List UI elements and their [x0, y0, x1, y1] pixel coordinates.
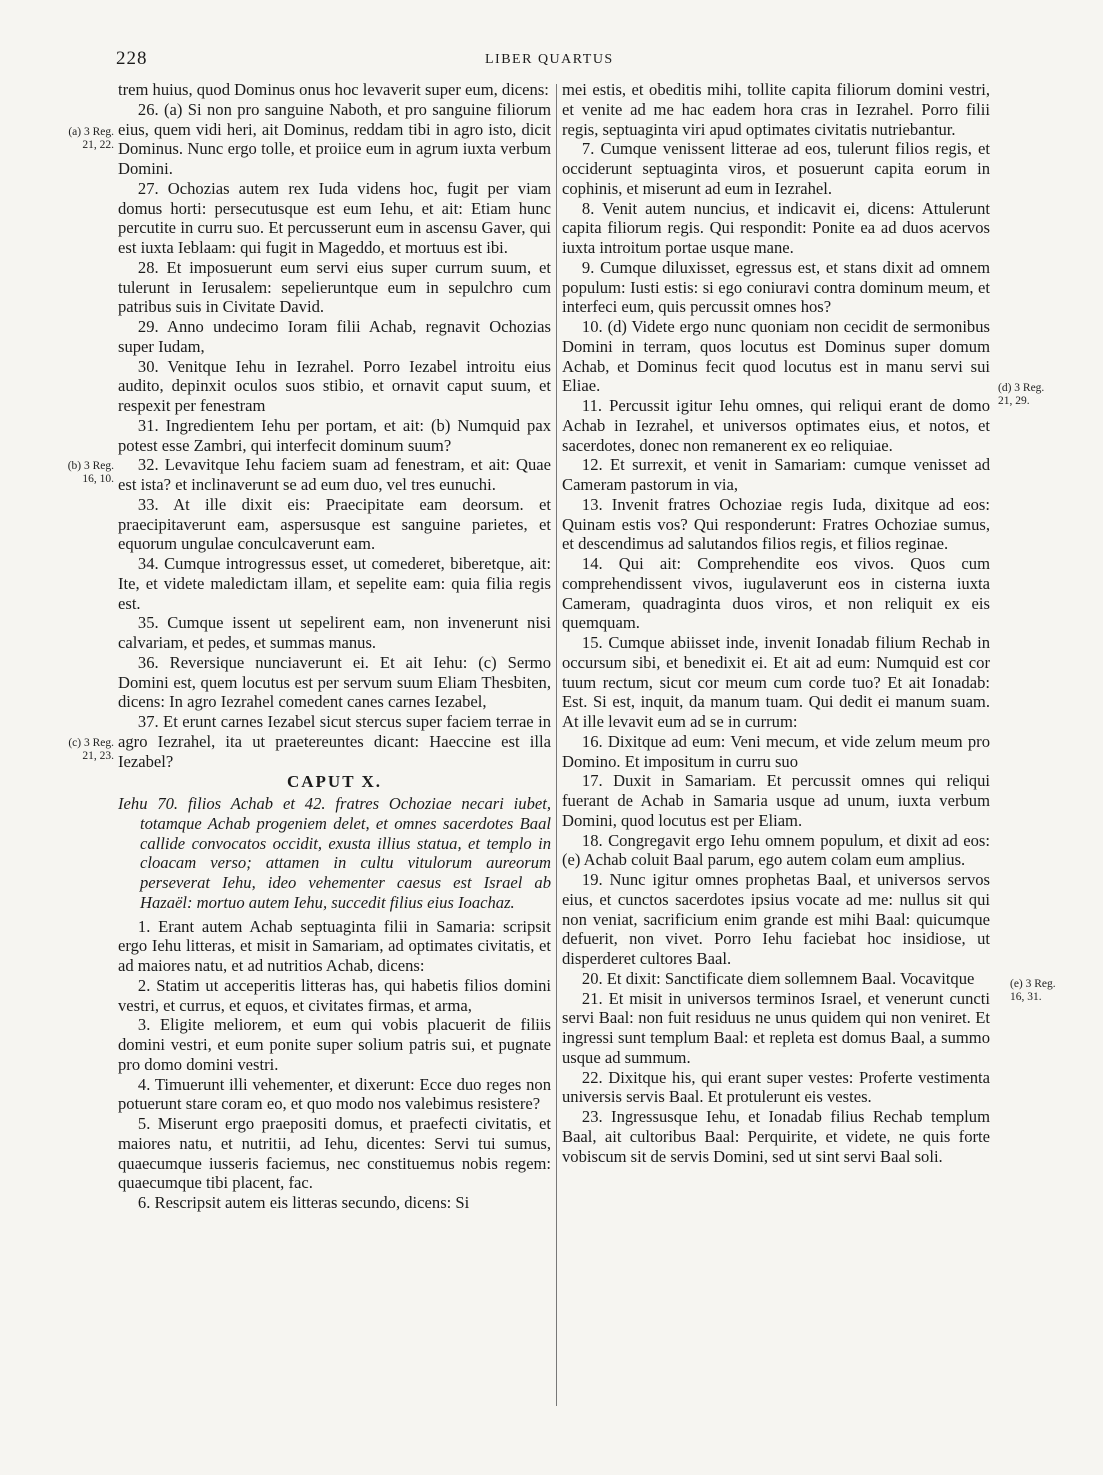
margin-note-verse: 21, 29. — [998, 395, 1030, 407]
paragraph: 1. Erant autem Achab septuaginta filii in Samaria: scripsit ergo Iehu litteras, et misit in Samariam, ad optimates civitatis, et ad maiores natu, et ad nutritios Achab, dicens: — [118, 916, 551, 975]
paragraph: 31. Ingredientem Iehu per portam, et ait: (b) Numquid pax potest esse Zambri, qui interfecit dominum suum? — [118, 415, 551, 455]
paragraph: mei estis, et obeditis mihi, tollite capita filiorum domini vestri, et venite ad me hac eadem hora cras in Iezrahel. Porro filii regis, septuaginta viri apud optimates civitatis nutriebantur. — [562, 80, 990, 139]
paragraph: 33. At ille dixit eis: Praecipitate eam deorsum. et praecipitaverunt eam, aspersusque est sanguine parietes, et equorum ungulae conculcaverunt eam. — [118, 494, 551, 554]
paragraph: 3. Eligite meliorem, et eum qui vobis placuerit de filiis domini vestri, et eum ponite super solium patris sui, et pugnate pro domo domini vestri. — [118, 1015, 551, 1074]
paragraph: 36. Reversique nunciaverunt ei. Et ait Iehu: (c) Sermo Domini est, quem locutus est per servum suum Eliam Thesbiten, dicens: In agro Iezrahel comedent canes carnes Iezabel, — [118, 652, 551, 712]
margin-note-verse: 21, 23. — [82, 750, 114, 762]
margin-note-d — [998, 382, 1088, 408]
right-column — [562, 80, 990, 1166]
paragraph: 14. Qui ait: Comprehendite eos vivos. Quos cum comprehendissent vivos, iugulaverunt eos in cisterna iuxta Cameram, quadraginta duos viros, et non reliquit ex eis quemquam. — [562, 554, 990, 633]
paragraph: 20. Et dixit: Sanctificate diem sollemnem Baal. Vocavitque — [581, 968, 975, 988]
paragraph: 29. Anno undecimo Ioram filii Achab, regnavit Ochozias super Iudam, — [118, 317, 551, 356]
paragraph: 11. Percussit igitur Iehu omnes, qui reliqui erant de domo Achab in Iezrahel, et universos optimates eius, et notos, et sacerdotes, donec non remanerent ex eo reliquiae. — [562, 396, 990, 455]
paragraph: 9. Cumque diluxisset, egressus est, et stans dixit ad omnem populum: Iusti estis: si ego coniuravi contra dominum meum, et interfeci eum, quis percussit omnes hos? — [562, 257, 990, 317]
paragraph: 13. Invenit fratres Ochoziae regis Iuda, dixitque ad eos: Quinam estis vos? Qui responderunt: Fratres Ochoziae sumus, et descendimus ad salutandos filios regis, et filios reginae. — [562, 494, 990, 554]
margin-note-ref: (d) 3 Reg. — [998, 382, 1045, 394]
paragraph: 28. Et imposuerunt eum servi eius super currum suum, et tulerunt in Ierusalem: sepelieruntque eum in sepulchro cum patribus suis in Civitate David. — [118, 257, 551, 317]
paragraph: 37. Et erunt carnes Iezabel sicut stercus super faciem terrae in agro Iezrahel, ita ut praetereuntes dicant: Haeccine est illa Iezabel? — [118, 712, 551, 771]
margin-note-c — [24, 737, 114, 763]
paragraph: 12. Et surrexit, et venit in Samariam: cumque venisset ad Cameram pastorum in via, — [562, 455, 990, 494]
paragraph: 16. Dixitque ad eum: Veni mecum, et vide zelum meum pro Domino. Et impositum in curru suo — [562, 731, 990, 771]
paragraph: 18. Congregavit ergo Iehu omnem populum, et dixit ad eos: (e) Achab coluit Baal parum, ego autem colam eum amplius. — [562, 830, 990, 870]
left-column — [118, 80, 551, 1213]
margin-note-a — [24, 126, 114, 152]
margin-note-b — [24, 460, 114, 486]
paragraph: 10. (d) Videte ergo nunc quoniam non cecidit de sermonibus Domini in terram, quos locutus est Dominus super domum Achab, et Dominus fecit quod locutus est in manu servi sui Eliae. — [562, 317, 990, 396]
paragraph: 4. Timuerunt illi vehementer, et dixerunt: Ecce duo reges non potuerunt stare coram eo, et quo modo nos valebimus resistere? — [118, 1074, 551, 1114]
margin-note-ref: (b) 3 Reg. — [67, 460, 114, 472]
margin-note-ref: (e) 3 Reg. — [1010, 978, 1056, 990]
paragraph: 19. Nunc igitur omnes prophetas Baal, et universos servos eius, et cunctos sacerdotes ipsius vocate ad me: nullus sit qui non veniat, sacrificium enim grande est mihi Baal: quicumque defuerit, non vivet. Porro Iehu faciebat hoc insidiose, ut disperderet cultores Baal. — [562, 870, 990, 968]
paragraph: 6. Rescripsit autem eis litteras secundo, dicens: Si — [137, 1193, 470, 1212]
paragraph: 35. Cumque issent ut sepelirent eam, non invenerunt nisi calvariam, et pedes, et summas manus. — [118, 613, 551, 652]
page-number: 228 — [116, 48, 148, 69]
paragraph: 26. (a) Si non pro sanguine Naboth, et pro sanguine filiorum eius, quem vidi heri, ait Dominus, reddam tibi in agro isto, dicit Dominus. Nunc ergo tolle, et proiice eum in agrum iuxta verbum Domini. — [118, 99, 551, 178]
running-title: LIBER QUARTUS — [485, 52, 614, 67]
paragraph: 7. Cumque venissent litterae ad eos, tulerunt filios regis, et occiderunt septuaginta viros, et posuerunt capita eorum in cophinis, et miserunt ad eum in Iezrahel. — [562, 139, 990, 198]
paragraph: 27. Ochozias autem rex Iuda videns hoc, fugit per viam domus horti: persecutusque est eum Iehu, et ait: Etiam hunc percutite in curru suo. Et percusserunt eum in ascensu Gaver, qui est iuxta Ieblaam: qui fugit in Mageddo, et mortuus est ibi. — [118, 178, 551, 257]
chapter-heading: CAPUT X. — [286, 772, 383, 792]
paragraph: 22. Dixitque his, qui erant super vestes: Proferte vestimenta universis servis Baal. Et protulerunt eis vestes. — [562, 1067, 990, 1107]
paragraph: 17. Duxit in Samariam. Et percussit omnes qui reliqui fuerant de Achab in Samaria usque ad unum, iuxta verbum Domini, quod locutus est per Eliam. — [562, 771, 990, 830]
margin-note-verse: 16, 10. — [82, 473, 114, 485]
paragraph: trem huius, quod Dominus onus hoc levaverit super eum, dicens: — [118, 80, 549, 99]
paragraph: 21. Et misit in universos terminos Israel, et venerunt cuncti servi Baal: non fuit residuus ne unus quidem qui non veniret. Et ingressi sunt templum Baal: et repleta est domus Baal, a summo usque ad summum. — [562, 988, 990, 1067]
paragraph: 34. Cumque introgressus esset, ut comederet, biberetque, ait: Ite, et videte maledictam illam, et sepelite eam: quia filia regis est. — [118, 554, 551, 613]
chapter-summary: Iehu 70. filios Achab et 42. fratres Ochoziae necari iubet, totamque Achab progeniem delet, et omnes sacerdotes Baal callide convocatos occidit, exusta illius statua, et templo in cloacam verso; attamen in cultu vitulorum aureorum perseverat Iehu, ideo vehementer caesus est Israel ab Hazaël: mortuo autem Iehu, succedit filius eius Ioachaz. — [118, 794, 551, 912]
paragraph: 2. Statim ut acceperitis litteras has, qui habetis filios domini vestri, et currus, et equos, et civitates firmas, et arma, — [118, 975, 551, 1015]
margin-note-verse: 16, 31. — [1010, 991, 1042, 1003]
column-divider — [556, 84, 557, 1406]
margin-note-e — [1010, 978, 1098, 1004]
paragraph: 30. Venitque Iehu in Iezrahel. Porro Iezabel introitu eius audito, depinxit oculos suos stibio, et ornavit caput suum, et respexit per fenestram — [118, 356, 551, 415]
paragraph: 5. Miserunt ergo praepositi domus, et praefecti civitatis, et maiores natu, et nutritii, ad Iehu, dicentes: Servi tui sumus, quaecumque iusseris faciemus, nec constituemus nobis regem: quaecumque tibi placent, fac. — [118, 1114, 551, 1193]
paragraph: 15. Cumque abiisset inde, invenit Ionadab filium Rechab in occursum sibi, et benedixit ei. Et ait ad eum: Numquid est cor tuum rectum, sicut cor meum cum corde tuo? Et ait Ionadab: Est. Si est, inquit, da manum tuam. Qui dedit ei manum suam. At ille levavit eum ad se in currum: — [562, 633, 990, 731]
margin-note-verse: 21, 22. — [82, 139, 114, 151]
paragraph: 23. Ingressusque Iehu, et Ionadab filius Rechab templum Baal, ait cultoribus Baal: Perquirite, et videte, ne quis forte vobiscum sit de servis Domini, sed ut sint servi Baal soli. — [562, 1107, 990, 1166]
margin-note-ref: (a) 3 Reg. — [68, 126, 114, 138]
margin-note-ref: (c) 3 Reg. — [68, 737, 114, 749]
paragraph: 32. Levavitque Iehu faciem suam ad fenestram, et ait: Quae est ista? et inclinaverunt se ad eum duo, vel tres eunuchi. — [118, 455, 551, 494]
paragraph: 8. Venit autem nuncius, et indicavit ei, dicens: Attulerunt capita filiorum regis. Qui respondit: Ponite ea ad duos acervos iuxta introitum portae usque mane. — [562, 198, 990, 257]
